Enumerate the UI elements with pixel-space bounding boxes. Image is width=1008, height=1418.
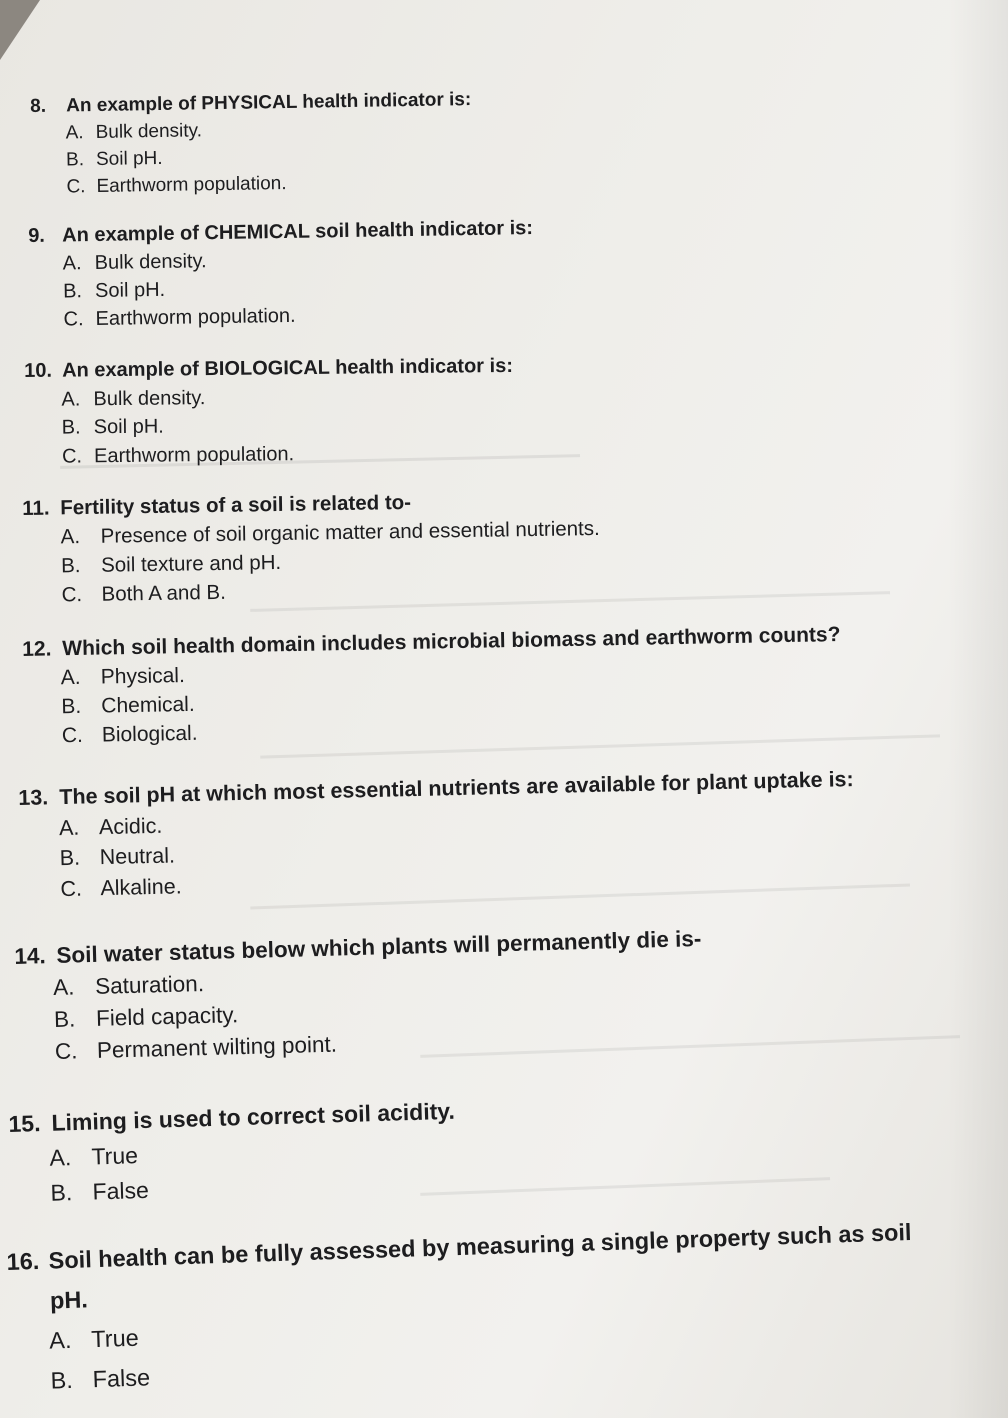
option-letter: A. [65,122,84,144]
option-letter: A. [62,252,82,275]
option-text: Earthworm population. [95,304,296,330]
option-letter: B. [53,1006,76,1032]
option-text: Saturation. [94,971,205,999]
question-11 [22,485,601,610]
question-number: 11. [22,496,50,520]
option-text: Earthworm population. [93,442,295,467]
show-through-text [420,1162,831,1202]
question-stem: Which soil health domain includes microbial biomass and earthworm counts? [62,623,841,661]
option-letter: C. [63,308,84,331]
question-stem: The soil pH at which most essential nutrients are available for plant uptake is: [59,767,854,810]
question-number: 10. [24,359,53,382]
option-letter: B. [60,554,81,578]
option-text: Chemical. [101,692,195,718]
option-text: Soil pH. [95,147,163,170]
question-number: 15. [8,1110,41,1137]
option-letter: C. [61,444,83,468]
option-text: False [92,1364,151,1393]
option-letter: A. [61,387,81,411]
option-c[interactable] [66,167,472,200]
option-c[interactable] [62,437,514,470]
question-stem: An example of BIOLOGICAL health indicator is: [62,354,514,382]
question-stem: An example of CHEMICAL soil health indicator is: [62,217,534,247]
option-c[interactable] [63,298,534,333]
option-text: Biological. [101,721,198,747]
option-text: Field capacity. [95,1002,239,1031]
option-letter: A. [52,974,75,1000]
option-letter: A. [60,525,81,549]
question-13 [18,764,856,905]
question-number: 8. [30,95,47,117]
question-12 [22,620,842,751]
option-letter: A. [60,665,81,690]
question-10 [24,352,514,471]
option-text: Earthworm population. [96,172,287,197]
option-letter: B. [61,694,82,719]
option-text: Presence of soil organic matter and essential nutrients. [100,516,600,548]
option-text: Soil pH. [94,278,166,302]
question-stem: An example of PHYSICAL health indicator is: [66,89,472,117]
option-letter: B. [59,845,81,871]
option-letter: B. [50,1179,73,1206]
background-corner [0,0,40,60]
option-text: True [90,1324,140,1353]
option-text: Soil texture and pH. [100,550,282,577]
option-letter: B. [61,416,81,439]
question-14 [14,923,704,1069]
question-15 [8,1094,457,1212]
option-letter: C. [54,1038,78,1064]
option-text: Bulk density. [95,120,203,143]
question-number: 16. [6,1247,40,1275]
paper-edge-shadow [948,0,1008,1418]
option-text: Physical. [100,664,186,689]
question-number: 13. [18,785,49,810]
option-text: Alkaline. [100,873,182,900]
option-text: False [92,1176,150,1205]
option-letter: A. [58,815,80,840]
question-stem: Soil water status below which plants will permanently die is- [56,926,702,968]
option-letter: B. [65,149,85,171]
option-text: Both A and B. [101,580,226,606]
question-stem: Soil health can be fully assessed by measuring a single property such as soil [48,1218,912,1274]
option-letter: C. [61,583,83,607]
option-letter: A. [49,1144,72,1171]
option-text: True [91,1142,139,1170]
option-text: Acidic. [98,813,163,839]
question-stem: Liming is used to correct soil acidity. [51,1097,456,1136]
option-letter: C. [60,876,83,901]
option-text: Bulk density. [94,250,207,274]
option-text: Permanent wilting point. [96,1031,338,1063]
question-9 [28,214,535,334]
question-stem: Fertility status of a soil is related to- [60,490,412,520]
question-16 [6,1212,916,1402]
option-text: Soil pH. [93,415,164,439]
option-letter: C. [66,176,86,198]
option-text: Neutral. [99,843,176,870]
option-letter: C. [61,723,84,748]
question-8 [30,86,473,201]
option-text: Bulk density. [93,386,206,410]
question-number: 12. [22,637,52,661]
question-number: 9. [28,224,46,247]
option-letter: B. [50,1366,74,1394]
question-stem-continuation: pH. [49,1286,89,1314]
option-letter: A. [48,1326,72,1354]
option-letter: B. [62,280,83,303]
question-number: 14. [14,943,47,969]
